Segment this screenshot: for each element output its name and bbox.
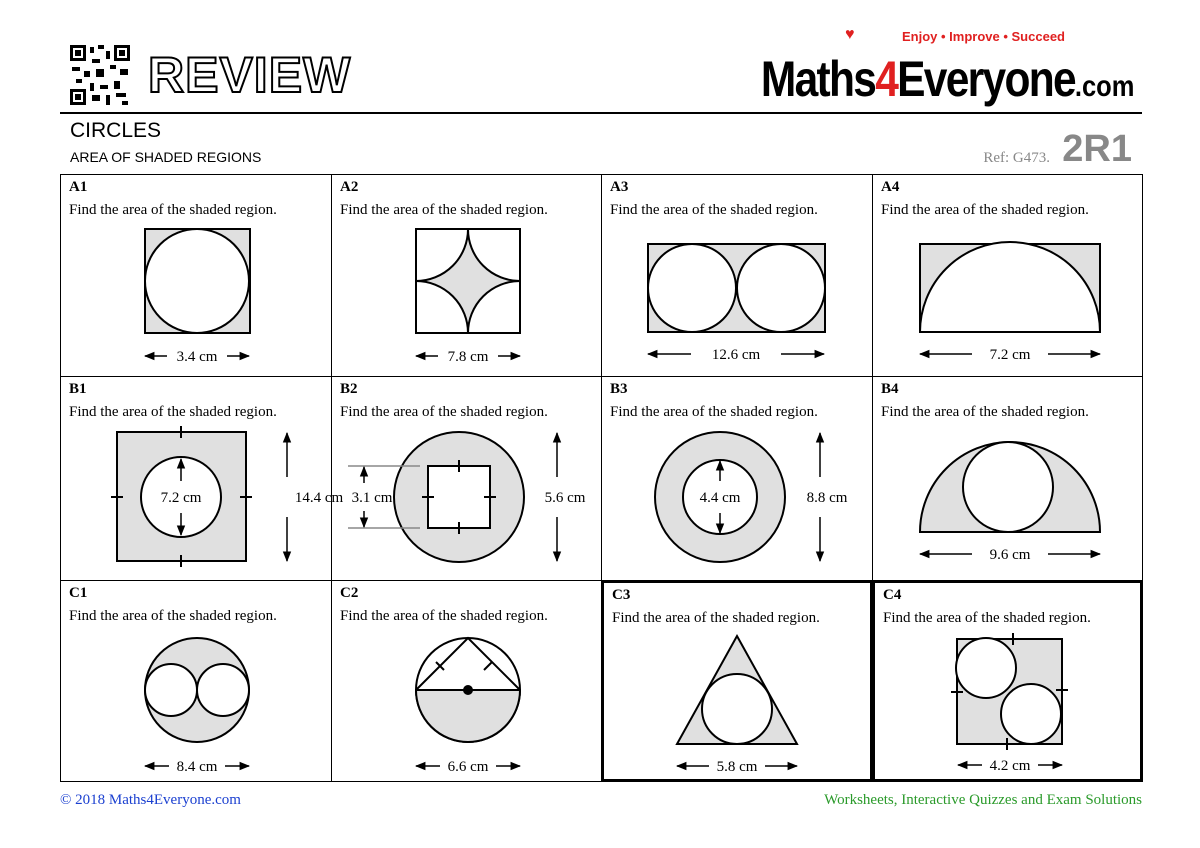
dimension-label: 12.6 cm xyxy=(711,347,761,363)
question-id: B4 xyxy=(881,381,899,397)
footer-tagline: Worksheets, Interactive Quizzes and Exam Solutions xyxy=(824,792,1142,808)
diagram-a4 xyxy=(920,242,1100,332)
dimension-label: 7.8 cm xyxy=(447,349,489,365)
logo-four: 4 xyxy=(874,51,897,107)
dimension-label: 3.4 cm xyxy=(176,349,218,365)
question-text: Find the area of the shaded region. xyxy=(69,202,277,218)
question-id: C1 xyxy=(69,585,88,601)
question-id: B2 xyxy=(340,381,358,397)
diagram-c2 xyxy=(416,638,520,742)
question-id: C3 xyxy=(612,587,631,603)
question-id: A4 xyxy=(881,179,900,195)
dimension-label: 5.6 cm xyxy=(544,490,586,506)
dimension-label: 7.2 cm xyxy=(989,347,1031,363)
question-text: Find the area of the shaded region. xyxy=(610,202,818,218)
dimension-label: 5.8 cm xyxy=(716,759,758,775)
dimension-label: 8.4 cm xyxy=(176,759,218,775)
dimension-label: 7.2 cm xyxy=(160,490,202,506)
dimension-label: 4.2 cm xyxy=(989,758,1031,774)
copyright-link[interactable]: © 2018 Maths4Everyone.com xyxy=(60,792,241,808)
question-id: A1 xyxy=(69,179,88,195)
logo-com: .com xyxy=(1074,70,1134,103)
diagram-b4 xyxy=(920,442,1100,532)
question-id: B3 xyxy=(610,381,628,397)
question-id: C4 xyxy=(883,587,902,603)
question-id: C2 xyxy=(340,585,359,601)
question-text: Find the area of the shaded region. xyxy=(610,404,818,420)
review-badge: REVIEW xyxy=(148,47,352,103)
heart-icon: ♥ xyxy=(845,26,855,43)
dimension-label: 4.4 cm xyxy=(699,490,741,506)
question-text: Find the area of the shaded region. xyxy=(612,610,820,626)
question-text: Find the area of the shaded region. xyxy=(69,608,277,624)
diagram-a3 xyxy=(648,244,825,332)
diagram-c1 xyxy=(145,638,249,742)
question-id: A2 xyxy=(340,179,359,195)
diagram-c3 xyxy=(677,636,797,744)
dimension-label: 6.6 cm xyxy=(447,759,489,775)
diagram-a2 xyxy=(416,229,520,333)
question-text: Find the area of the shaded region. xyxy=(881,202,1089,218)
dimension-label: 9.6 cm xyxy=(989,547,1031,563)
question-text: Find the area of the shaded region. xyxy=(881,404,1089,420)
subtopic-title: AREA OF SHADED REGIONS xyxy=(70,149,262,165)
topic-title: CIRCLES xyxy=(70,119,162,142)
question-text: Find the area of the shaded region. xyxy=(340,608,548,624)
dimension-label: 3.1 cm xyxy=(351,490,393,506)
logo-text: Everyone xyxy=(896,51,1075,107)
dimension-label: 14.4 cm xyxy=(294,490,344,506)
worksheet-code: 2R1 xyxy=(1062,128,1132,170)
question-text: Find the area of the shaded region. xyxy=(883,610,1091,626)
question-text: Find the area of the shaded region. xyxy=(340,202,548,218)
logo-tagline: Enjoy • Improve • Succeed xyxy=(902,29,1065,44)
dimension-label: 8.8 cm xyxy=(806,490,848,506)
question-id: A3 xyxy=(610,179,629,195)
diagram-c4 xyxy=(951,633,1068,750)
question-id: B1 xyxy=(69,381,87,397)
worksheet-ref: Ref: G473. xyxy=(983,150,1050,166)
diagram-a1 xyxy=(145,229,250,333)
logo-text: Maths xyxy=(760,51,875,107)
question-text: Find the area of the shaded region. xyxy=(69,404,277,420)
question-text: Find the area of the shaded region. xyxy=(340,404,548,420)
